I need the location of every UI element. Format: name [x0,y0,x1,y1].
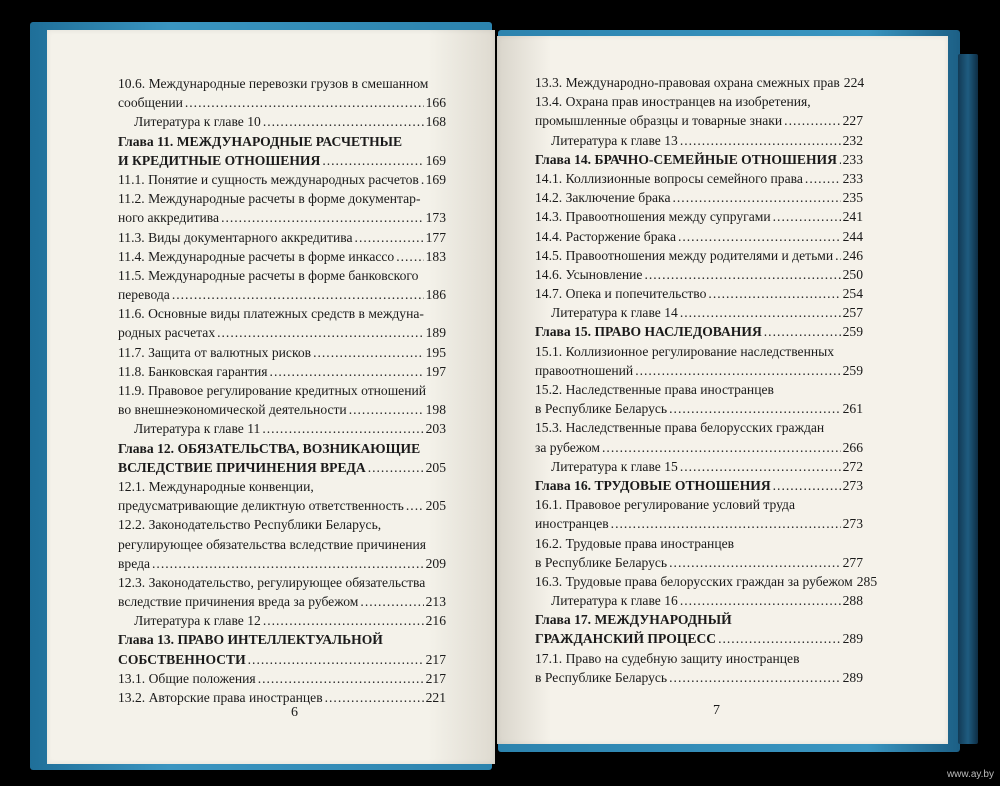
toc-entry-text: Литература к главе 12 [134,613,261,629]
toc-entry-line [118,439,446,458]
toc-page-number: 217 [425,651,446,667]
toc-chapter-entry [118,132,446,170]
toc-section-entry [535,649,863,687]
toc-page-number: 232 [842,132,863,148]
toc-page-number: 189 [425,325,446,341]
toc-entry-text: 16.2. Трудовые права иностранцев [535,535,735,551]
toc-chapter-entry [535,476,863,495]
right-toc [535,73,878,687]
toc-page-number: 257 [842,305,863,321]
toc-page-number: 288 [842,593,863,609]
toc-entry-text: 14.5. Правоотношения между родителями и детьми [535,247,834,263]
toc-section-entry [118,189,446,227]
toc-dot-leader [421,170,424,189]
toc-literature-entry [535,457,863,476]
toc-section-entry [118,304,446,342]
toc-entry-line [535,534,863,553]
toc-section-entry [118,343,446,362]
toc-section-entry [118,669,446,688]
toc-page-number: 277 [842,554,863,570]
toc-section-entry [535,207,863,226]
toc-dot-leader [270,362,424,381]
toc-literature-entry [535,303,863,322]
toc-section-entry [118,228,446,247]
toc-dot-leader [322,151,423,170]
toc-dot-leader [805,169,841,188]
toc-section-entry [118,381,446,419]
toc-entry-text: 13.2. Авторские права иностранцев [118,690,323,705]
toc-chapter-entry [535,610,863,648]
toc-dot-leader [680,131,841,150]
toc-page-number: 273 [842,477,863,493]
toc-entry-line [535,342,863,361]
toc-entry-text: 11.4. Международные расчеты в форме инкассо [118,248,395,264]
toc-entry-text: 14.1. Коллизионные вопросы семейного права [535,170,803,186]
toc-section-entry [118,688,446,707]
toc-entry-text: Литература к главе 15 [551,458,678,474]
toc-entry-line [118,419,446,438]
toc-section-entry [535,418,863,456]
toc-entry-text: 17.1. Право на судебную защиту иностранцев [535,650,800,666]
toc-entry-line [535,418,863,437]
toc-entry-text: 11.5. Международные расчеты в форме банковского [118,267,419,283]
toc-page-number: 259 [842,362,863,378]
toc-page-number: 173 [425,210,446,226]
toc-dot-leader [678,227,841,246]
toc-page-number: 233 [842,151,863,167]
toc-literature-entry [118,112,446,131]
toc-entry-line [535,322,863,341]
toc-entry-line [118,151,446,170]
toc-dot-leader [258,669,424,688]
toc-entry-text: 13.4. Охрана прав иностранцев на изобретения, [535,94,811,110]
toc-entry-text: 12.3. Законодательство, регулирующее обязательства [118,574,426,590]
toc-entry-line [535,131,863,150]
toc-section-entry [118,266,446,304]
toc-entry-line [535,111,863,130]
toc-chapter-entry [535,150,863,169]
toc-page-number: 205 [425,498,446,514]
toc-section-entry [118,362,446,381]
toc-page-number: 273 [842,516,863,532]
toc-entry-line [535,361,863,380]
toc-entry-text: 13.1. Общие положения [118,670,256,686]
toc-entry-line [118,554,446,573]
toc-entry-line [118,343,446,362]
toc-entry-line [118,535,446,554]
toc-entry-line [118,458,446,477]
toc-entry-line [118,515,446,534]
toc-literature-entry [118,419,446,438]
toc-dot-leader [221,208,424,227]
toc-section-entry [535,169,863,188]
toc-section-entry [535,92,863,130]
toc-page-number: 216 [425,613,446,629]
toc-dot-leader [764,322,841,341]
toc-entry-line [118,323,446,342]
toc-entry-line [118,208,446,227]
toc-dot-leader [172,285,424,304]
toc-entry-text: родных расчетах [118,325,216,341]
toc-dot-leader [680,591,841,610]
toc-page-number: 169 [425,152,446,168]
toc-entry-text: вреда [118,555,151,571]
toc-dot-leader [669,399,840,418]
toc-entry-line [535,188,863,207]
toc-entry-line [535,591,863,610]
toc-page-number: 261 [842,401,863,417]
toc-dot-leader [360,592,423,611]
toc-page-number: 186 [425,287,446,303]
toc-entry-line [535,150,863,169]
toc-entry-line [118,132,446,151]
toc-entry-line [535,629,863,648]
toc-page-number: 221 [425,690,446,705]
toc-entry-text: предусматривающие деликтную ответственность [118,498,404,514]
toc-chapter-entry [118,439,446,477]
toc-dot-leader [248,650,424,669]
toc-chapter-entry [535,322,863,341]
toc-literature-entry [535,131,863,150]
toc-section-entry [118,170,446,189]
toc-entry-text: иностранцев [535,516,609,532]
toc-entry-line [118,112,446,131]
toc-entry-text: Глава 15. ПРАВО НАСЛЕДОВАНИЯ [535,324,762,340]
toc-dot-leader [217,323,423,342]
toc-entry-text: промышленные образцы и товарные знаки [535,113,783,129]
toc-entry-line [535,73,863,92]
toc-section-entry [535,265,863,284]
toc-entry-text: Литература к главе 13 [551,132,678,148]
toc-dot-leader [718,629,841,648]
toc-dot-leader [680,303,841,322]
toc-section-entry [535,227,863,246]
toc-entry-text: 16.3. Трудовые права белорусских граждан за рубежом [535,573,853,589]
toc-entry-text: 14.7. Опека и попечительство [535,286,707,302]
toc-dot-leader [263,611,424,630]
toc-entry-text: 13.3. Международно-правовая охрана смежных прав [535,75,840,90]
toc-entry-text: 10.6. Международные перевозки грузов в смешанном [118,76,429,91]
toc-entry-line [535,92,863,111]
toc-entry-text: ного аккредитива [118,210,220,226]
toc-entry-text: Глава 16. ТРУДОВЫЕ ОТНОШЕНИЯ [535,477,771,493]
toc-entry-line [535,438,863,457]
toc-entry-text: Литература к главе 10 [134,114,261,130]
toc-entry-line [118,304,446,323]
toc-entry-line [118,573,446,592]
toc-dot-leader [835,246,840,265]
toc-entry-text: 15.1. Коллизионное регулирование наследственных [535,343,835,359]
toc-entry-text: в Республике Беларусь [535,401,668,417]
toc-page-number: 205 [425,459,446,475]
toc-entry-text: Глава 17. МЕЖДУНАРОДНЫЙ [535,612,732,628]
toc-entry-text: сообщении [118,95,183,111]
toc-dot-leader [396,247,423,266]
toc-entry-text: 14.4. Расторжение брака [535,228,676,244]
toc-dot-leader [773,207,841,226]
toc-entry-line [118,93,446,112]
toc-entry-text: Глава 14. БРАЧНО-СЕМЕЙНЫЕ ОТНОШЕНИЯ [535,151,837,167]
toc-entry-text: 14.2. Заключение брака [535,190,671,206]
toc-page-number: 289 [842,631,863,647]
left-page-number: 6 [291,705,298,720]
toc-dot-leader [669,553,840,572]
toc-entry-text: 15.2. Наследственные права иностранцев [535,382,774,397]
toc-entry-text: 11.7. Защита от валютных рисков [118,344,312,360]
toc-entry-text: 11.8. Банковская гарантия [118,363,268,379]
toc-section-entry [535,246,863,265]
toc-dot-leader [635,361,840,380]
toc-entry-text: 11.6. Основные виды платежных средств в междуна- [118,306,424,322]
toc-entry-line [118,247,446,266]
toc-section-entry [535,284,863,303]
toc-entry-line [118,362,446,381]
toc-entry-text: Литература к главе 14 [551,305,678,321]
toc-entry-text: Глава 12. ОБЯЗАТЕЛЬСТВА, ВОЗНИКАЮЩИЕ [118,440,421,456]
right-page-number: 7 [713,703,720,718]
toc-dot-leader [839,150,841,169]
toc-entry-text: во внешнеэкономической деятельности [118,402,347,418]
toc-entry-text: в Республике Беларусь [535,554,668,570]
toc-section-entry [535,534,863,572]
toc-entry-line [535,380,863,399]
toc-entry-text: перевода [118,287,170,303]
toc-entry-text: за рубежом [535,439,601,455]
toc-page-number: 177 [425,229,446,245]
toc-entry-text: 14.6. Усыновление [535,266,643,282]
toc-page-number: 235 [842,190,863,206]
toc-page-number: 285 [856,573,878,589]
toc-dot-leader [262,419,423,438]
toc-entry-text: ГРАЖДАНСКИЙ ПРОЦЕСС [535,631,717,647]
toc-entry-line [535,476,863,495]
toc-page-number: 168 [425,114,446,130]
toc-dot-leader [349,400,424,419]
toc-entry-line [535,668,863,687]
toc-dot-leader [708,284,840,303]
toc-entry-line [118,669,446,688]
toc-entry-line [118,266,446,285]
toc-entry-line [535,227,863,246]
toc-entry-line [535,246,863,265]
toc-section-entry [118,74,446,112]
toc-dot-leader [602,438,841,457]
toc-literature-entry [118,611,446,630]
toc-page-number: 183 [425,248,446,264]
toc-page-number: 244 [842,228,863,244]
toc-entry-line [118,285,446,304]
toc-entry-line [118,400,446,419]
toc-page-number: 272 [842,458,863,474]
toc-entry-line [535,514,863,533]
toc-entry-line [535,399,863,418]
toc-page-number: 197 [425,363,446,379]
toc-entry-line [118,74,446,93]
toc-entry-line [118,688,446,707]
toc-entry-text: вследствие причинения вреда за рубежом [118,594,359,610]
toc-dot-leader [325,688,424,707]
toc-entry-line [535,572,878,591]
toc-page-number: 224 [843,75,865,90]
toc-section-entry [118,515,446,573]
toc-entry-text: ВСЛЕДСТВИЕ ПРИЧИНЕНИЯ ВРЕДА [118,459,366,475]
toc-entry-line [535,169,863,188]
toc-chapter-entry [118,630,446,668]
toc-entry-line [118,381,446,400]
toc-entry-line [535,649,863,668]
toc-entry-text: 11.9. Правовое регулирование кредитных отношений [118,383,427,398]
toc-entry-text: в Республике Беларусь [535,669,668,685]
toc-dot-leader [669,668,840,687]
toc-entry-text: Литература к главе 11 [134,421,261,437]
toc-dot-leader [152,554,424,573]
toc-dot-leader [185,93,424,112]
toc-literature-entry [535,591,863,610]
toc-section-entry [535,73,863,92]
book-spine [958,54,978,744]
toc-dot-leader [644,265,840,284]
toc-entry-line [535,610,863,629]
toc-dot-leader [680,457,841,476]
toc-entry-text: Литература к главе 16 [551,593,678,609]
toc-entry-line [118,592,446,611]
toc-entry-line [118,170,446,189]
toc-page-number: 254 [842,286,863,302]
toc-page-number: 227 [842,113,863,129]
toc-entry-line [118,496,446,515]
toc-page-number: 233 [842,170,863,186]
toc-entry-line [118,477,446,496]
toc-page-number: 266 [842,439,863,455]
toc-entry-text: 11.3. Виды документарного аккредитива [118,229,353,245]
toc-entry-text: правоотношений [535,362,634,378]
toc-entry-text: 12.1. Международные конвенции, [118,478,314,494]
toc-entry-line [118,611,446,630]
toc-dot-leader [784,111,840,130]
toc-entry-line [535,284,863,303]
toc-entry-line [118,630,446,649]
toc-section-entry [118,573,446,611]
toc-page-number: 203 [425,421,446,437]
toc-dot-leader [355,228,424,247]
toc-section-entry [535,342,863,380]
left-toc [118,74,446,707]
toc-dot-leader [773,476,841,495]
toc-page-number: 246 [842,247,863,263]
toc-dot-leader [611,514,841,533]
toc-entry-line [535,207,863,226]
toc-entry-text: Глава 13. ПРАВО ИНТЕЛЛЕКТУАЛЬНОЙ [118,632,383,648]
toc-section-entry [118,477,446,515]
toc-page-number: 213 [425,594,446,610]
toc-page-number: 217 [425,670,446,686]
toc-section-entry [535,495,863,533]
toc-page-number: 250 [842,266,863,282]
toc-page-number: 195 [425,344,446,360]
toc-entry-line [535,495,863,514]
toc-section-entry [535,188,863,207]
toc-entry-line [118,228,446,247]
toc-section-entry [535,380,863,418]
toc-page-number: 169 [425,171,446,187]
toc-entry-text: СОБСТВЕННОСТИ [118,651,246,667]
toc-entry-text: 12.2. Законодательство Республики Беларусь, [118,517,382,533]
toc-dot-leader [368,458,424,477]
toc-page-number: 259 [842,324,863,340]
toc-entry-text: 16.1. Правовое регулирование условий труда [535,497,795,513]
toc-dot-leader [263,112,424,131]
toc-entry-text: 14.3. Правоотношения между супругами [535,209,771,225]
toc-page-number: 209 [425,555,446,571]
toc-entry-line [535,265,863,284]
toc-section-entry [118,247,446,266]
toc-entry-text: 11.1. Понятие и сущность международных расчетов [118,171,419,187]
toc-entry-text: 11.2. Международные расчеты в форме документар- [118,191,421,207]
toc-entry-text: 15.3. Наследственные права белорусских граждан [535,420,825,436]
toc-page-number: 166 [425,95,446,111]
toc-section-entry [535,572,878,591]
toc-page-number: 241 [842,209,863,225]
toc-entry-text: регулирующее обязательства вследствие причинения [118,536,427,552]
toc-entry-line [118,650,446,669]
toc-page-number: 289 [842,669,863,685]
toc-dot-leader [673,188,841,207]
watermark: www.ay.by [946,769,994,780]
toc-entry-line [118,189,446,208]
toc-entry-line [535,553,863,572]
toc-dot-leader [406,496,424,515]
toc-dot-leader [313,343,424,362]
toc-entry-line [535,457,863,476]
toc-entry-line [535,303,863,322]
toc-entry-text: Глава 11. МЕЖДУНАРОДНЫЕ РАСЧЕТНЫЕ [118,133,403,149]
toc-entry-text: И КРЕДИТНЫЕ ОТНОШЕНИЯ [118,152,321,168]
toc-page-number: 198 [425,402,446,418]
